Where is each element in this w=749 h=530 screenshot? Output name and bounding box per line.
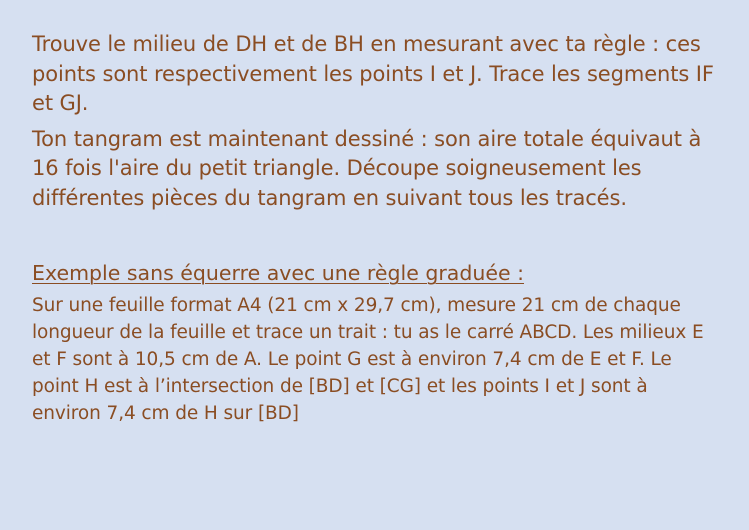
example-body: Sur une feuille format A4 (21 cm x 29,7 cm), mesure 21 cm de chaque longueur de la feuille et trace un trait : tu as le carré ABCD. Les milieux E et F sont à 10,5 cm de A. Le point G est à environ 7,4 cm de E et F. Le point H est à l’intersection de [BD] et [CG] et les points I et J sont à environ 7,4 cm de H sur [BD] — [32, 295, 704, 424]
instruction-paragraph-midpoints: Trouve le milieu de DH et de BH en mesurant avec ta règle : ces points sont respectivement les points I et J. Trace les segments IF et GJ. — [32, 32, 714, 115]
instruction-paragraph-cutting: Ton tangram est maintenant dessiné : son aire totale équivaut à 16 fois l'aire du petit triangle. Découpe soigneusement les différentes pièces du tangram en suivant tous les tracés. — [32, 126, 702, 210]
document-page — [32, 30, 722, 427]
example-heading: Exemple sans équerre avec une règle graduée : — [32, 261, 524, 285]
